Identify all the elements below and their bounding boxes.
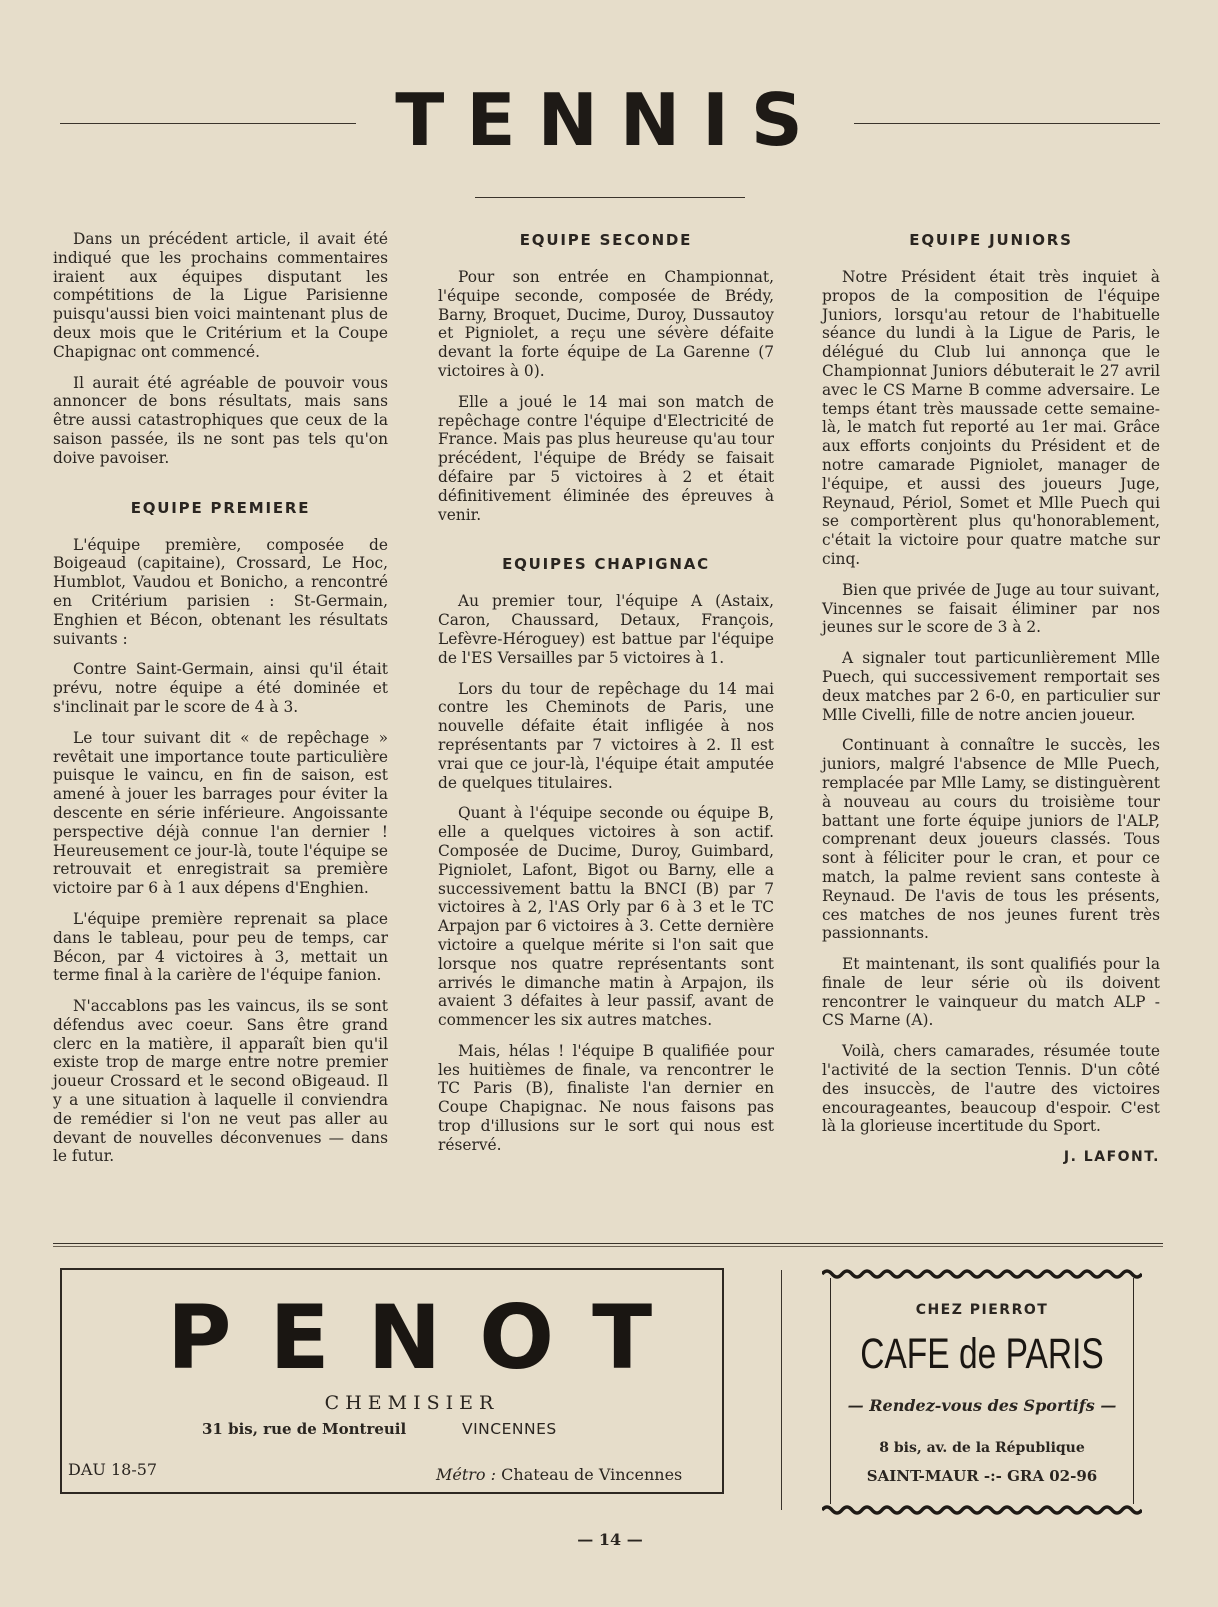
paragraph: A signaler tout particunlièrement Mlle Puech, qui successivement remportait ses deux matches par 2 6-0, en particulier sur Mlle Civelli, fille de notre ancien joueur. <box>822 649 1160 724</box>
paragraph: Dans un précédent article, il avait été indiqué que les prochains commentaires iraient aux équipes disputant les compétitions de la Ligue Parisienne puisqu'aussi bien voici maintenant plus de deux mois que le Critérium et la Coupe Chapignac ont commencé. <box>53 230 388 361</box>
advertisement-penot <box>60 1268 724 1494</box>
paragraph: Quant à l'équipe seconde ou équipe B, elle a quelques victoires à son actif. Composée de Ducime, Duroy, Guimbard, Pigniolet, Lafont, Bigot ou Barny, elle a successivement battu la BNCI (B) par 7 victoires à 2, l'AS Orly par 6 à 3 et le TC Arpajon par 6 victoires à 3. Cette dernière victoire a quelque mérite si l'on sait que lorsque nos quatre représentants sont arrivés le dimanche matin à Arpajon, ils avaient 3 défaites à leur passif, avant de commencer les six autres matches. <box>438 804 774 1030</box>
paragraph: Au premier tour, l'équipe A (Astaix, Caron, Chaussard, Detaux, François, Lefèvre-Héroguey) est battue par l'équipe de l'ES Versailles par 5 victoires à 1. <box>438 592 774 667</box>
title-rule-left <box>60 123 356 124</box>
paragraph: N'accablons pas les vaincus, ils se sont défendus avec coeur. Sans être grand clerc en la matière, il apparaît bien qu'il existe trop de marge entre notre premier joueur Crossard et le second oBigeaud. Il y a une situation à laquelle il conviendra de remédier si l'on ne veut pas aller au devant de nouvelles déconvenues — dans le futur. <box>53 997 388 1166</box>
paragraph: Le tour suivant dit « de repêchage » revêtait une importance toute particulière puisque le vaincu, en fin de saison, est amené à jouer les barrages pour éviter la descente en série inférieure. Angoissante perspective déjà connue l'an dernier ! Heureusement ce jour-là, toute l'équipe se retrouvait et enregistrait sa première victoire par 6 à 1 aux dépens d'Enghien. <box>53 728 388 898</box>
paragraph: Contre Saint-Germain, ainsi qu'il était prévu, notre équipe a été dominée et s'inclinait par le score de 4 à 3. <box>53 660 388 716</box>
penot-address: 31 bis, rue de Montreuil <box>202 1420 407 1438</box>
section-heading-juniors: EQUIPE JUNIORS <box>909 231 1073 249</box>
divider-rule <box>53 1243 1163 1244</box>
cafe-city-phone: SAINT-MAUR -:- GRA 02-96 <box>866 1467 1098 1485</box>
title-row <box>60 80 1160 160</box>
penot-city: VINCENNES <box>462 1420 557 1438</box>
section-heading-premiere: EQUIPE PREMIERE <box>130 498 311 517</box>
penot-logo: PENOT <box>167 1286 691 1389</box>
paragraph: Notre Président était très inquiet à propos de la composition de l'équipe Juniors, lorsqu'au retour de l'habituelle séance du lundi à la Ligue de Paris, le délégué du Club lui annonça que le Championnat Juniors débuterait le 27 avril avec le CS Marne B comme adversaire. Le temps étant très maussade cette semaine-là, le match fut reporté au 1er mai. Grâce aux efforts conjoints du Président et de notre camarade Pigniolet, manager de l'équipe, et aussi des joueurs Juge, Reynaud, Périol, Somet et Mlle Puech qui se comportèrent plus qu'honorablement, c'était la victoire pour quatre matche sur cinq. <box>822 268 1160 568</box>
ad-separator <box>781 1270 782 1510</box>
paragraph: Il aurait été agréable de pouvoir vous annoncer de bons résultats, mais sans être aussi catastrophiques que ceux de la saison passée, ils ne sont pas tels qu'on doive pavoiser. <box>53 373 388 467</box>
column-2 <box>438 230 774 1167</box>
advertisement-cafe-de-paris <box>822 1268 1142 1516</box>
wavy-border-bottom <box>822 1504 1142 1516</box>
paragraph: Lors du tour de repêchage du 14 mai contre les Cheminots de Paris, une nouvelle défaite était infligée à nos représentants par 7 victoires à 2. Il est vrai que ce jour-là, l'équipe était amputée de quelques titulaires. <box>438 679 774 792</box>
column-1 <box>53 230 388 1178</box>
page-title: TENNIS <box>395 78 825 162</box>
title-rule-right <box>854 123 1160 124</box>
cafe-name: CAFE de PARIS <box>860 1330 1104 1378</box>
section-heading-seconde: EQUIPE SECONDE <box>519 231 693 249</box>
paragraph: Pour son entrée en Championnat, l'équipe seconde, composée de Brédy, Barny, Broquet, Ducime, Duroy, Dussautoy et Pigniolet, a reçu une sévère défaite devant la forte équipe de La Garenne (7 victoires à 0). <box>438 268 774 380</box>
cafe-address: 8 bis, av. de la République <box>879 1440 1085 1456</box>
author-signature: J. LAFONT. <box>1063 1149 1160 1166</box>
column-3 <box>822 230 1160 1167</box>
paragraph: Continuant à connaître le succès, les juniors, malgré l'absence de Mlle Puech, remplacée par Mlle Lamy, se distinguèrent à nouveau au cours du troisième tour battant une forte équipe juniors de l'ALP, comprenant deux joueurs classés. Tous sont à féliciter pour le cran, et pour ce match, la palme revient sans conteste à Reynaud. De l'avis de tous les présents, ces matches de nos jeunes furent très passionnants. <box>822 736 1160 943</box>
divider-rule <box>53 1246 1163 1247</box>
paragraph: Elle a joué le 14 mai son match de repêchage contre l'équipe d'Electricité de France. Mais pas plus heureuse qu'au tour précédent, l'équipe de Brédy se faisait défaire par 5 victoires à 2 et était définitivement éliminée des épreuves à venir. <box>438 392 774 524</box>
paragraph: Et maintenant, ils sont qualifiés pour la finale de leur série où ils doivent rencontrer le vainqueur du match ALP - CS Marne (A). <box>822 955 1160 1030</box>
section-heading-chapignac: EQUIPES CHAPIGNAC <box>502 555 710 574</box>
metro-label: Métro : <box>436 1465 497 1484</box>
paragraph: Bien que privée de Juge au tour suivant, Vincennes se faisait éliminer par nos jeunes sur le score de 3 à 2. <box>822 580 1160 637</box>
title-underline <box>475 197 745 198</box>
penot-phone: DAU 18-57 <box>68 1460 158 1479</box>
page-number: — 14 — <box>577 1530 643 1549</box>
paragraph: Voilà, chers camarades, résumée toute l'activité de la section Tennis. D'un côté des insuccès, de l'autre des victoires encourageantes, beaucoup d'espoir. C'est là la glorieuse incertitude du Sport. <box>822 1042 1160 1136</box>
penot-trade: CHEMISIER <box>324 1392 500 1414</box>
paragraph: L'équipe première, composée de Boigeaud (capitaine), Crossard, Le Hoc, Humblot, Vaudou et Bonicho, a rencontré en Critérium parisien : St-Germain, Enghien et Bécon, obtenant les résultats suivants : <box>53 535 388 648</box>
metro-station: Chateau de Vincennes <box>501 1465 683 1484</box>
paragraph: L'équipe première reprenait sa place dans le tableau, pour peu de temps, car Bécon, par 4 victoires à 3, mettait un terme final à la carière de l'équipe fanion. <box>53 909 388 985</box>
cafe-tagline: — Rendez-vous des Sportifs — <box>847 1396 1117 1415</box>
cafe-owner: CHEZ PIERROT <box>915 1302 1049 1318</box>
penot-metro <box>436 1465 716 1484</box>
paragraph: Mais, hélas ! l'équipe B qualifiée pour les huitièmes de finale, va rencontrer le TC Paris (B), finaliste l'an dernier en Coupe Chapignac. Ne nous faisons pas trop d'illusions sur le sort qui nous est réservé. <box>438 1041 774 1154</box>
